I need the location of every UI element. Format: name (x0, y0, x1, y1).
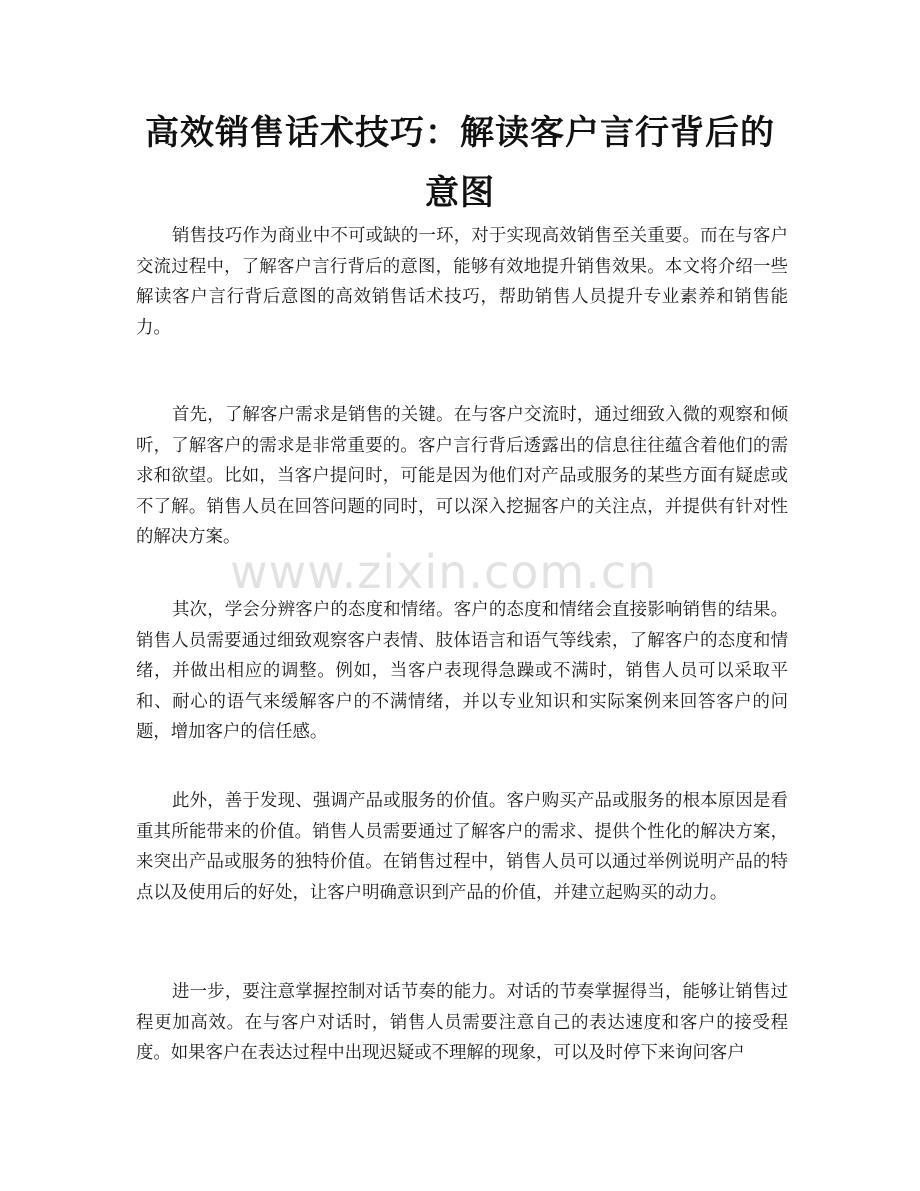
paragraph-product-value: 此外，善于发现、强调产品或服务的价值。客户购买产品或服务的根本原因是看重其所能带来的价值。销售人员需要通过了解客户的需求、提供个性化的解决方案，来突出产品或服务的独特价值。在销售过程中，销售人员可以通过举例说明产品的特点以及使用后的好处，让客户明确意识到产品的价值，并建立起购买的动力。 (136, 791, 788, 903)
paragraph-attitude-emotion: 其次，学会分辨客户的态度和情绪。客户的态度和情绪会直接影响销售的结果。销售人员需要通过细致观察客户表情、肢体语言和语气等线索，了解客户的态度和情绪，并做出相应的调整。例如，当客户表现得急躁或不满时，销售人员可以采取平和、耐心的语气来缓解客户的不满情绪，并以专业知识和实际案例来回答客户的问题，增加客户的信任感。 (136, 600, 788, 743)
paragraph-dialogue-rhythm: 进一步，要注意掌握控制对话节奏的能力。对话的节奏掌握得当，能够让销售过程更加高效。在与客户对话时，销售人员需要注意自己的表达速度和客户的接受程度。如果客户在表达过程中出现迟疑或不理解的现象，可以及时停下来询问客户 (136, 982, 788, 1064)
paragraph-customer-needs: 首先，了解客户需求是销售的关键。在与客户交流时，通过细致入微的观察和倾听，了解客户的需求是非常重要的。客户言行背后透露出的信息往往蕴含着他们的需求和欲望。比如，当客户提问时，可能是因为他们对产品或服务的某些方面有疑虑或不了解。销售人员在回答问题的同时，可以深入挖掘客户的关注点，并提供有针对性的解决方案。 (136, 405, 788, 548)
document-title: 高效销售话术技巧：解读客户言行背后的意图 (145, 113, 775, 213)
watermark: www.zixin.com.cn (230, 545, 658, 599)
paragraph-intro: 销售技巧作为商业中不可或缺的一环，对于实现高效销售至关重要。而在与客户交流过程中，了解客户言行背后的意图，能够有效地提升销售效果。本文将介绍一些解读客户言行背后意图的高效销售话术技巧，帮助销售人员提升专业素养和销售能力。 (136, 226, 788, 338)
